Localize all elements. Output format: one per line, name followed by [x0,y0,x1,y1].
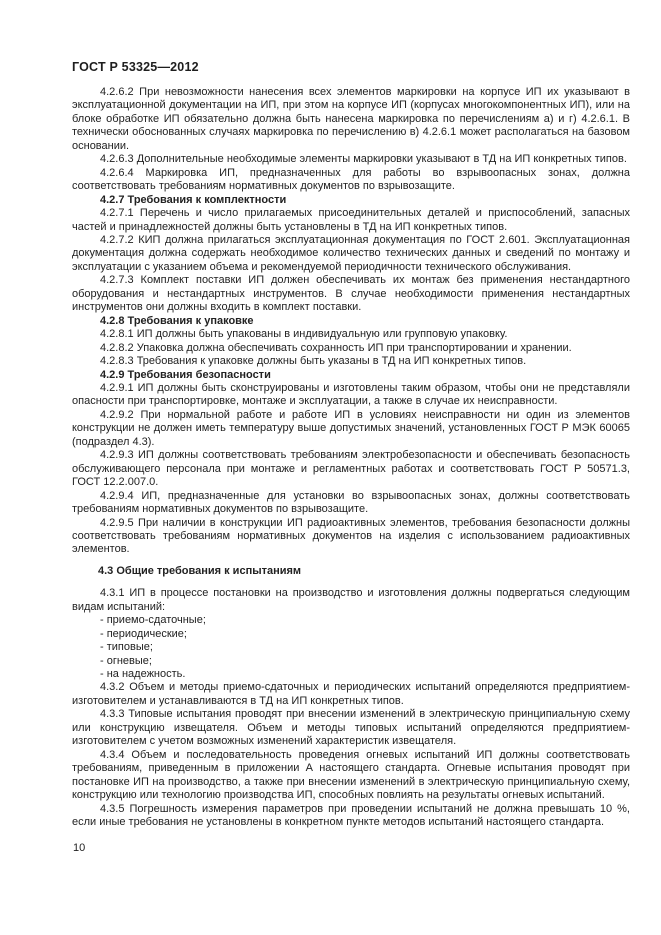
clause-4-2-6-4: 4.2.6.4 Маркировка ИП, предназначенных для работы во взрывоопасных зонах, должна соответствовать требованиям нормативных документов по взрывозащите. [72,166,630,193]
clause-4-2-9-1: 4.2.9.1 ИП должны быть сконструированы и изготовлены таким образом, чтобы они не представляли опасности при транспортировке, монтаже и эксплуатации, а также в случае их неисправности. [72,381,630,408]
test-type-list-item: - огневые; [100,654,152,667]
clause-4-2-8-1: 4.2.8.1 ИП должны быть упакованы в индивидуальную или групповую упаковку. [100,328,508,341]
test-type-list-item: - периодические; [100,627,187,640]
clause-4-3-1: 4.3.1 ИП в процессе постановки на производство и изготовления должны подвергаться следующим видам испытаний: [72,587,630,613]
test-type-list-item: - типовые; [100,641,153,654]
document-body [72,86,630,829]
clause-4-2-6-3: 4.2.6.3 Дополнительные необходимые элементы маркировки указывают в ТД на ИП конкретных типов. [100,153,627,166]
page-number: 10 [73,842,86,854]
clause-4-2-7-2: 4.2.7.2 КИП должна прилагаться эксплуатационная документация по ГОСТ 2.601. Эксплуатационная документация должна содержать необходимое количество технических данных и сведений по монтажу и эксплуатации с указанием объема и рекомендуемой периодичности технического обслуживания. [72,233,630,273]
test-type-list-item: - на надежность. [100,668,186,681]
clause-4-2-7-3: 4.2.7.3 Комплект поставки ИП должен обеспечивать их монтаж без применения нестандартного оборудования и нестандартных инструментов. В случае необходимости применения нестандартных инструментов они должны входить в комплект поставки. [72,274,630,314]
clause-4-2-7-1: 4.2.7.1 Перечень и число прилагаемых присоединительных деталей и приспособлений, запасных частей и принадлежностей должны быть установлены в ТД на ИП конкретных типов. [72,207,630,233]
clause-4-2-8-3: 4.2.8.3 Требования к упаковке должны быть указаны в ТД на ИП конкретных типов. [100,355,527,368]
subsection-heading-4-2-7: 4.2.7 Требования к комплектности [100,193,287,206]
clause-4-2-9-5: 4.2.9.5 При наличии в конструкции ИП радиоактивных элементов, требования безопасности должны соответствовать требованиям нормативных документов на изделия с использованием радиоактивных элементов. [72,516,630,556]
clause-4-2-6-2: 4.2.6.2 При невозможности нанесения всех элементов маркировки на корпусе ИП их указывают в эксплуатационной документации на ИП, при этом на корпусе ИП (корпусах многокомпонентных ИП), или на блоке обработке ИП обязательно должна быть нанесена маркировка по перечислениям а) и г) 4.2.6.1. В технически обоснованных случаях маркировка по перечислению в) 4.2.6.1 может располагаться на базовом основании. [72,86,630,152]
subsection-heading-4-2-9: 4.2.9 Требования безопасности [100,368,271,381]
clause-4-3-2: 4.3.2 Объем и методы приемо-сдаточных и периодических испытаний определяются предприятием-изготовителем и устанавливаются в ТД на ИП конкретных типов. [72,681,630,707]
clause-4-2-9-2: 4.2.9.2 При нормальной работе и работе ИП в условиях неисправности ни один из элементов конструкции не должен иметь температуру выше допустимых значений, установленных ГОСТ Р МЭК 60065 (подраздел 4.3). [72,408,630,448]
clause-4-3-3: 4.3.3 Типовые испытания проводят при внесении изменений в электрическую принципиальную схему или конструкцию извещателя. Объем и методы типовых испытаний определяются предприятием-изготовителем с учетом возможных изменений характеристик извещателя. [72,708,630,748]
subsection-heading-4-2-8: 4.2.8 Требования к упаковке [100,314,254,327]
document-header-title: ГОСТ Р 53325—2012 [72,60,199,74]
section-heading-4-3: 4.3 Общие требования к испытаниям [98,564,302,577]
test-type-list-item: - приемо-сдаточные; [100,614,206,627]
clause-4-3-4: 4.3.4 Объем и последовательность проведения огневых испытаний ИП должны соответствовать требованиям, приведенным в приложении А настоящего стандарта. Огневые испытания проводят при постановке ИП на производство, а также при внесении изменений в электрическую принципиальную схему, конструкцию или технологию производства ИП, способных повлиять на результаты огневых испытаний. [72,748,630,802]
clause-4-2-8-2: 4.2.8.2 Упаковка должна обеспечивать сохранность ИП при транспортировании и хранении. [100,341,572,354]
clause-4-2-9-3: 4.2.9.3 ИП должны соответствовать требованиям электробезопасности и обеспечивать безопасность обслуживающего персонала при монтаже и регламентных работах и соответствовать ГОСТ Р 50571.3, ГОСТ 12.2.007.0. [72,449,630,489]
clause-4-2-9-4: 4.2.9.4 ИП, предназначенные для установки во взрывоопасных зонах, должны соответствовать требованиям нормативных документов по взрывозащите. [72,489,630,516]
clause-4-3-5: 4.3.5 Погрешность измерения параметров при проведении испытаний не должна превышать 10 %, если иные требования не установлены в конкретном пункте методов испытаний настоящего стандарта. [72,802,630,829]
